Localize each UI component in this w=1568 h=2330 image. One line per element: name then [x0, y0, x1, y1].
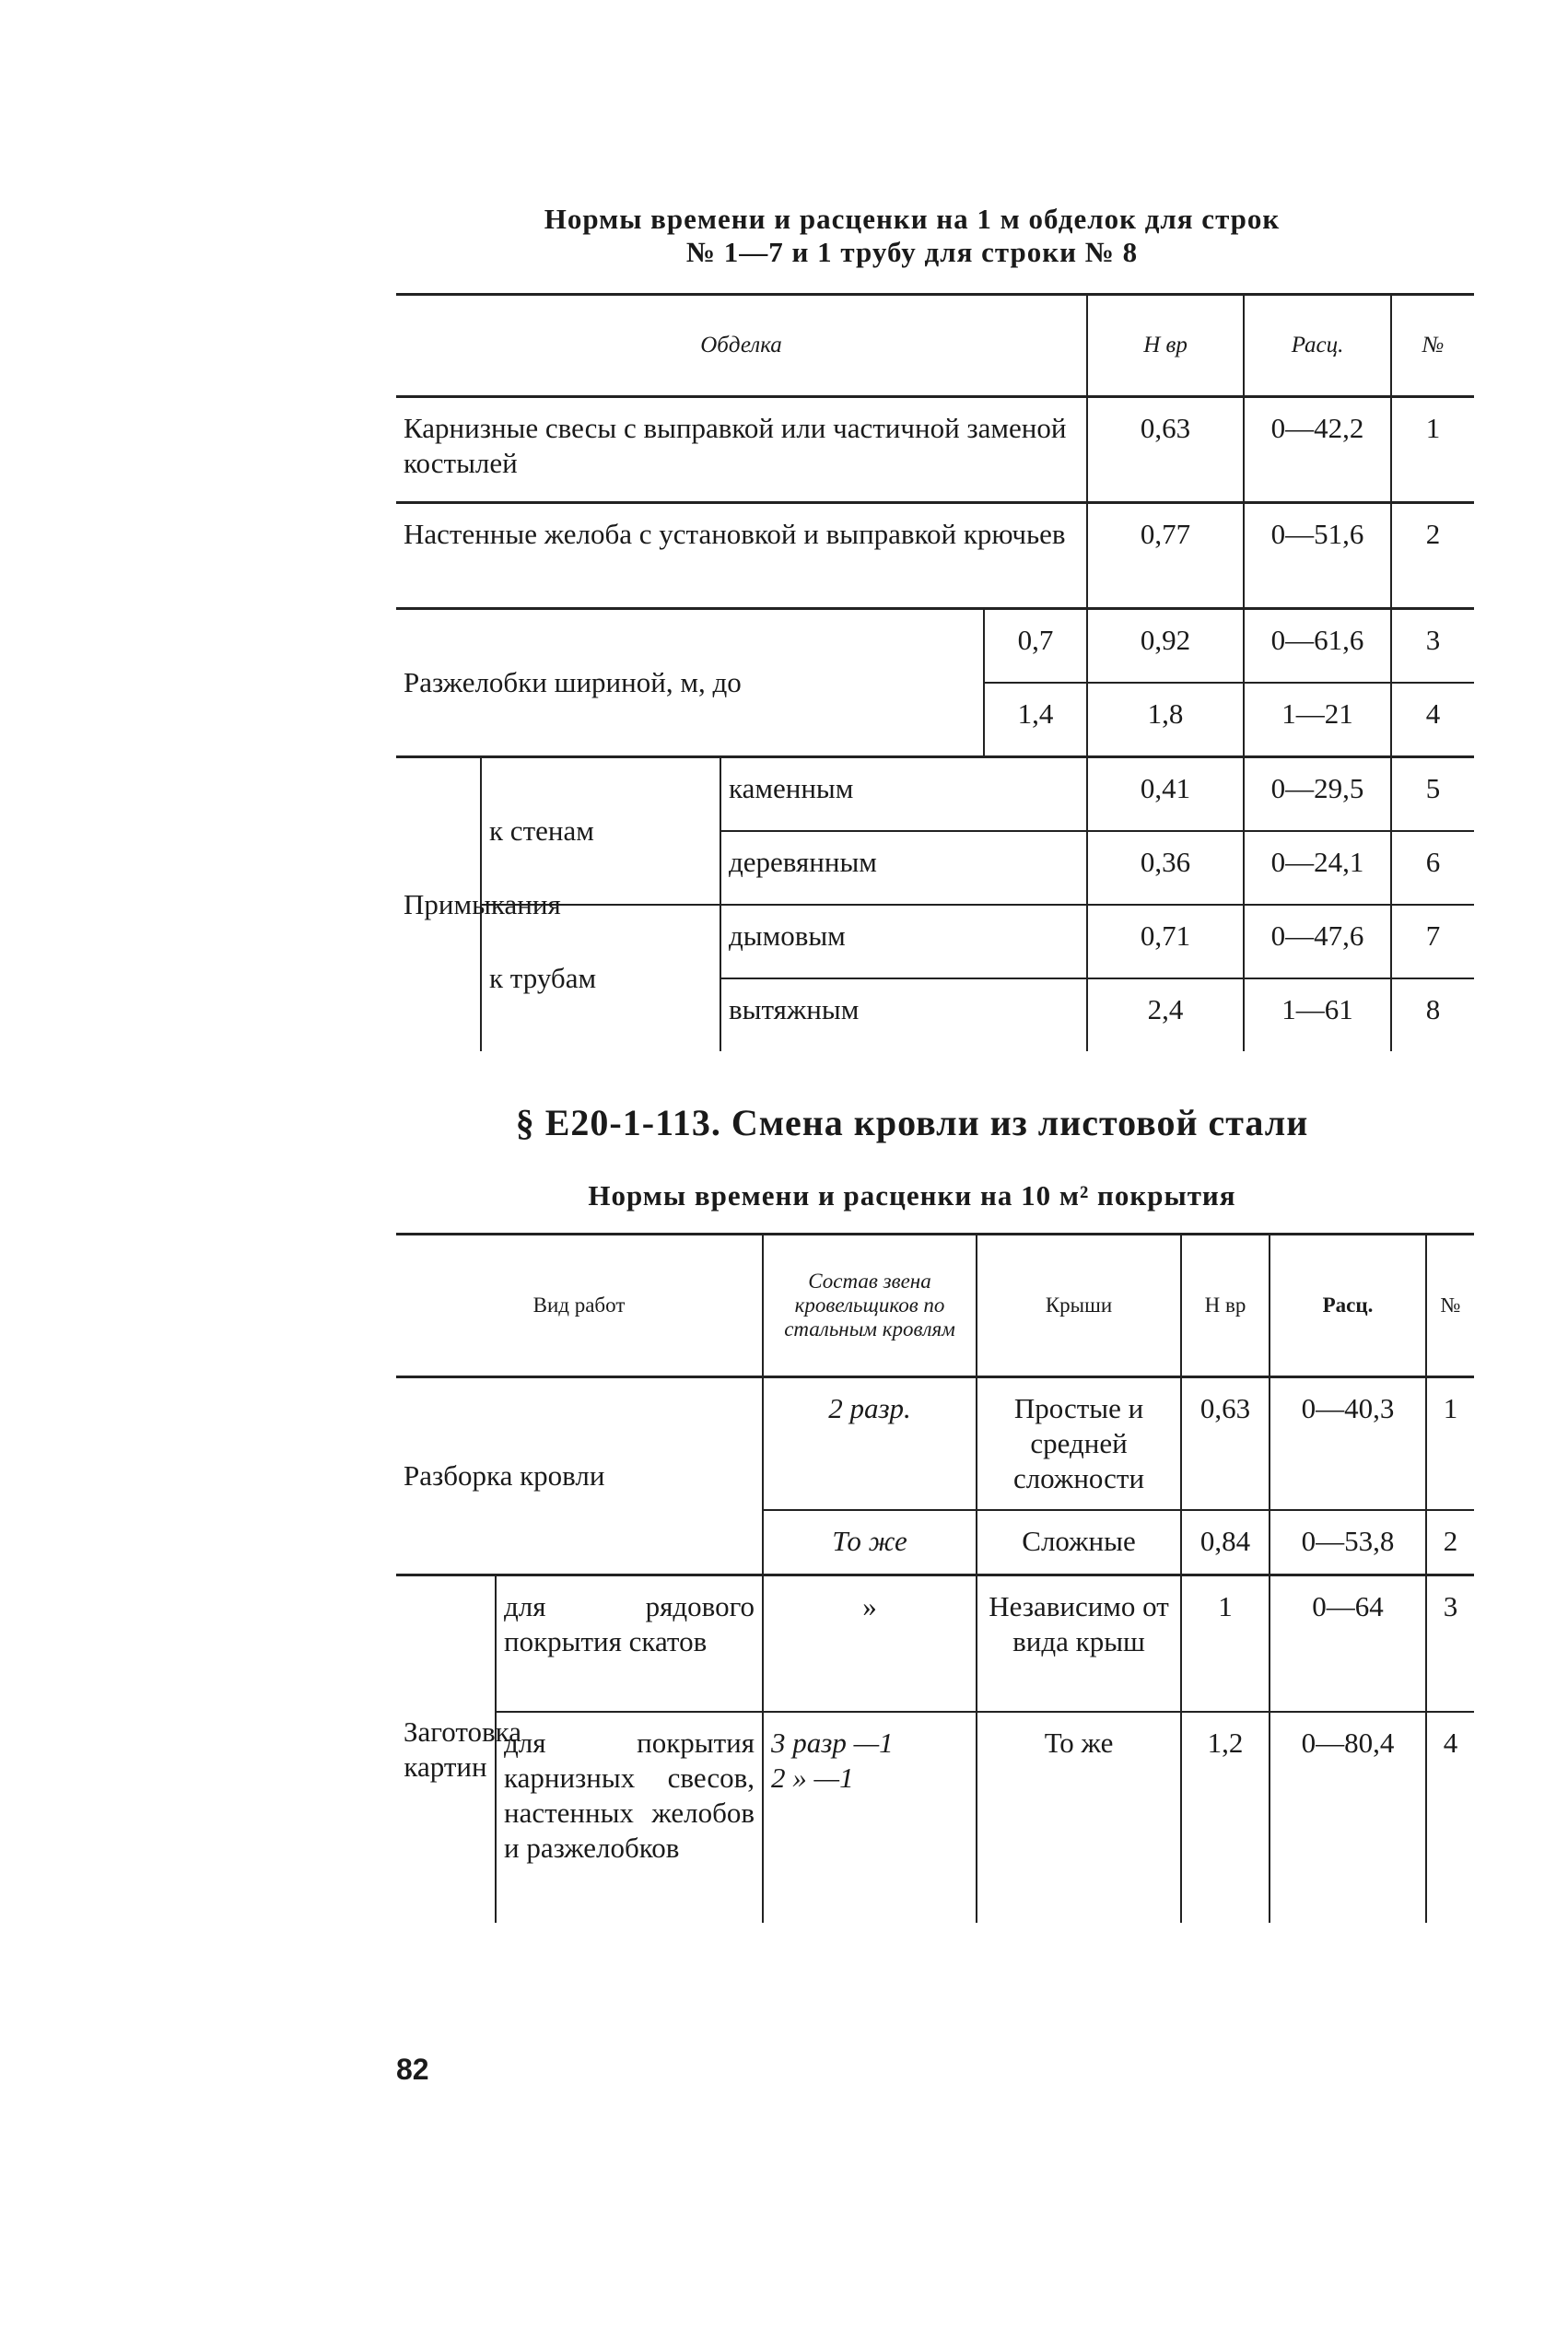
- header-work: Обделка: [396, 295, 1087, 397]
- crew-cell: [763, 1712, 977, 1923]
- number-cell: 2: [1426, 1510, 1474, 1575]
- work-cell: для покрытия карнизных свесов, настенных желобов и разжелобков: [496, 1712, 763, 1923]
- number-cell: 4: [1391, 683, 1474, 757]
- table1-caption: [387, 203, 1437, 269]
- norm-cell: 0,36: [1087, 831, 1244, 905]
- work-cell: для рядового покрытия скатов: [496, 1575, 763, 1713]
- work-cell: Настенные желоба с установкой и выправкой крючьев: [396, 503, 1087, 609]
- number-cell: 6: [1391, 831, 1474, 905]
- dismantle-label: Разборка кровли: [396, 1377, 763, 1575]
- norm-cell: 0,41: [1087, 757, 1244, 832]
- rate-cell: 0—80,4: [1270, 1712, 1426, 1923]
- work-cell: Карнизные свесы с выправкой или частичной заменой костылей: [396, 397, 1087, 503]
- roof-cell: Простые и средней сложности: [977, 1377, 1181, 1511]
- norm-cell: 1: [1181, 1575, 1270, 1713]
- table-header-row: [396, 1235, 1474, 1377]
- number-cell: 3: [1426, 1575, 1474, 1713]
- rate-cell: 0—29,5: [1244, 757, 1391, 832]
- junctions-label: Примыкания: [396, 757, 481, 1052]
- rate-cell: 0—53,8: [1270, 1510, 1426, 1575]
- table-row: [396, 1712, 1474, 1923]
- rate-cell: 1—61: [1244, 978, 1391, 1051]
- table1-caption-line2: № 1—7 и 1 трубу для строки № 8: [685, 236, 1139, 268]
- group-label-walls: к стенам: [481, 757, 720, 906]
- header-norm: Н вр: [1087, 295, 1244, 397]
- header-number: №: [1391, 295, 1474, 397]
- header-crew: Состав звена кровельщиков по стальным кровлям: [763, 1235, 977, 1377]
- number-cell: 4: [1426, 1712, 1474, 1923]
- rate-cell: 0—24,1: [1244, 831, 1391, 905]
- rate-cell: 0—47,6: [1244, 905, 1391, 978]
- blanks-label: Заготовка картин: [396, 1575, 496, 1924]
- header-roof: Крыши: [977, 1235, 1181, 1377]
- norm-cell: 0,63: [1181, 1377, 1270, 1511]
- group-label-chimneys: к трубам: [481, 905, 720, 1051]
- width-cell: 0,7: [984, 609, 1087, 684]
- rate-cell: 1—21: [1244, 683, 1391, 757]
- table2: [396, 1233, 1474, 1923]
- table-row: [396, 757, 1474, 832]
- type-cell: каменным: [720, 757, 1087, 832]
- norm-cell: 0,63: [1087, 397, 1244, 503]
- number-cell: 1: [1391, 397, 1474, 503]
- crew-cell: »: [763, 1575, 977, 1713]
- table-row: [396, 397, 1474, 503]
- roof-cell: Независимо от вида крыш: [977, 1575, 1181, 1713]
- type-cell: дымовым: [720, 905, 1087, 978]
- header-norm: Н вр: [1181, 1235, 1270, 1377]
- roof-cell: Сложные: [977, 1510, 1181, 1575]
- roof-cell: То же: [977, 1712, 1181, 1923]
- number-cell: 8: [1391, 978, 1474, 1051]
- number-cell: 1: [1426, 1377, 1474, 1511]
- norm-cell: 0,84: [1181, 1510, 1270, 1575]
- header-number: №: [1426, 1235, 1474, 1377]
- table-row: [396, 503, 1474, 609]
- norm-cell: 2,4: [1087, 978, 1244, 1051]
- norm-cell: 1,2: [1181, 1712, 1270, 1923]
- number-cell: 3: [1391, 609, 1474, 684]
- rate-cell: 0—61,6: [1244, 609, 1391, 684]
- type-cell: деревянным: [720, 831, 1087, 905]
- type-cell: вытяжным: [720, 978, 1087, 1051]
- rate-cell: 0—40,3: [1270, 1377, 1426, 1511]
- norm-cell: 0,92: [1087, 609, 1244, 684]
- norm-cell: 1,8: [1087, 683, 1244, 757]
- crew-line: 2 » —1: [771, 1762, 854, 1794]
- crew-cell: То же: [763, 1510, 977, 1575]
- number-cell: 7: [1391, 905, 1474, 978]
- crew-line: 3 разр —1: [771, 1727, 894, 1759]
- rate-cell: 0—51,6: [1244, 503, 1391, 609]
- norm-cell: 0,71: [1087, 905, 1244, 978]
- header-rate: Расц.: [1244, 295, 1391, 397]
- valley-label: Разжелобки шириной, м, до: [396, 609, 984, 757]
- table-header-row: [396, 295, 1474, 397]
- table-row: [396, 1575, 1474, 1713]
- table-row: [396, 1377, 1474, 1511]
- number-cell: 2: [1391, 503, 1474, 609]
- number-cell: 5: [1391, 757, 1474, 832]
- crew-cell: 2 разр.: [763, 1377, 977, 1511]
- width-cell: 1,4: [984, 683, 1087, 757]
- header-work: Вид работ: [396, 1235, 763, 1377]
- header-rate: Расц.: [1270, 1235, 1426, 1377]
- table-row: [396, 609, 1474, 684]
- table1-caption-line1: Нормы времени и расценки на 1 м обделок для строк: [544, 203, 1281, 235]
- page-number: 82: [396, 2053, 429, 2086]
- table1: [396, 293, 1474, 1051]
- rate-cell: 0—42,2: [1244, 397, 1391, 503]
- rate-cell: 0—64: [1270, 1575, 1426, 1713]
- section-heading: § Е20-1-113. Смена кровли из листовой стали: [515, 1102, 1309, 1143]
- table2-caption: Нормы времени и расценки на 10 м² покрытия: [588, 1179, 1236, 1212]
- norm-cell: 0,77: [1087, 503, 1244, 609]
